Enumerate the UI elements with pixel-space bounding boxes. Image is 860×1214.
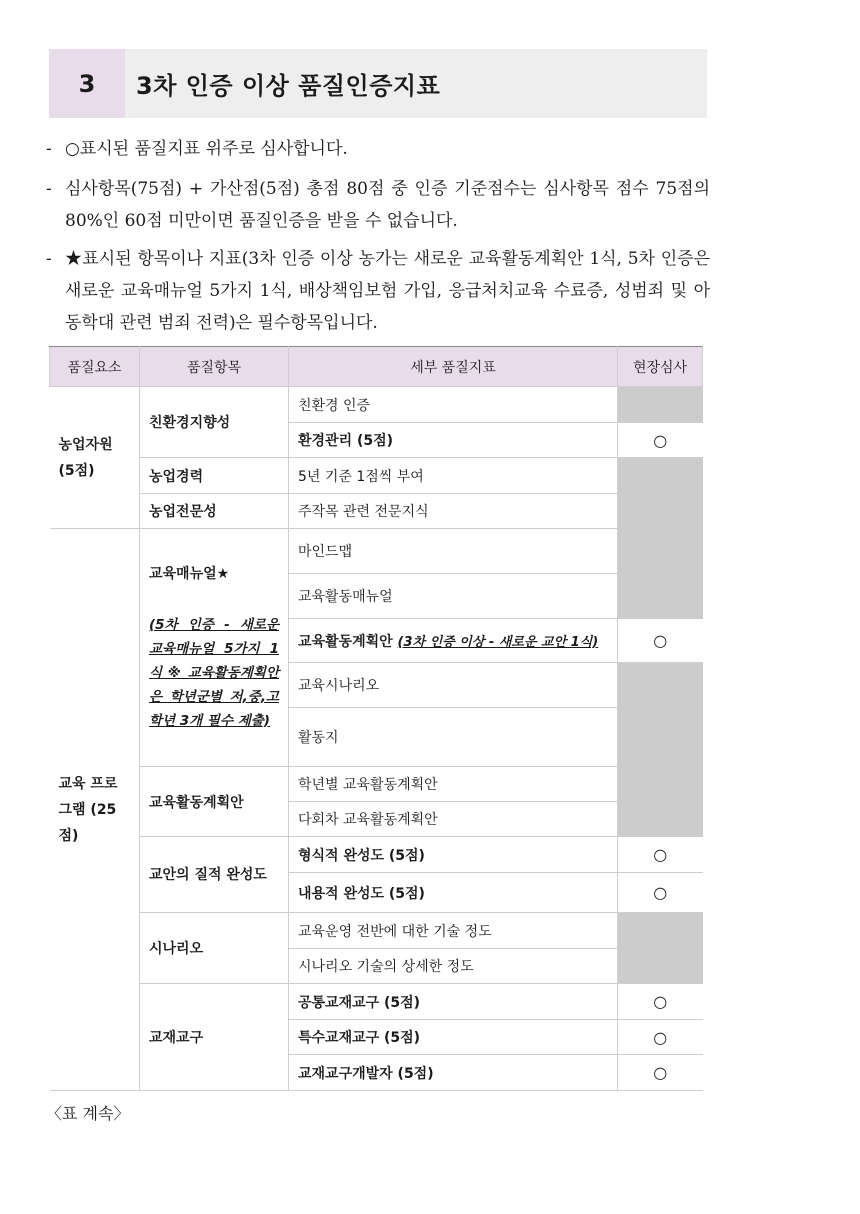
item-eco: 친환경지향성	[140, 387, 289, 458]
field-audit-empty	[618, 913, 703, 984]
table-row	[50, 494, 703, 529]
quality-indicator-table	[49, 346, 703, 1091]
table-row	[50, 529, 703, 574]
indicator-cell: 친환경 인증	[289, 387, 618, 423]
indicator-cell: 5년 기준 1점씩 부여	[289, 458, 618, 494]
element-farm: 농업자원 (5점)	[50, 387, 140, 529]
indicator-cell: 활동지	[289, 708, 618, 767]
check-mark: ○	[618, 873, 703, 913]
indicator-cell: 특수교재교구 (5점)	[289, 1020, 618, 1055]
table-row	[50, 837, 703, 873]
check-mark: ○	[618, 837, 703, 873]
header-cell: 세부 품질지표	[289, 347, 618, 387]
indicator-label: 교육활동계획안	[298, 633, 393, 650]
table-continued-caption: 〈표 계속〉	[46, 1104, 130, 1123]
element-edu: 교육 프로그램 (25점)	[50, 529, 140, 1091]
table-header-row	[50, 347, 703, 387]
item-materials: 교재교구	[140, 984, 289, 1091]
indicator-cell: 학년별 교육활동계획안	[289, 767, 618, 802]
indicator-cell: 다회차 교육활동계획안	[289, 802, 618, 837]
bullet-text: ○표시된 품질지표 위주로 심사합니다.	[65, 139, 348, 159]
check-mark: ○	[618, 1055, 703, 1091]
item-expertise: 농업전문성	[140, 494, 289, 529]
field-audit-empty	[618, 458, 703, 619]
bullet-item	[46, 133, 710, 165]
table-row	[50, 387, 703, 423]
indicator-cell: 교재교구개발자 (5점)	[289, 1055, 618, 1091]
item-quality: 교안의 질적 완성도	[140, 837, 289, 913]
bullet-dash: -	[46, 249, 52, 269]
indicator-cell: 마인드맵	[289, 529, 618, 574]
check-mark: ○	[618, 423, 703, 458]
bullet-text: 심사항목(75점) + 가산점(5점) 총점 80점 중 인증 기준점수는 심사항목 점수 75점의 80%인 60점 미만이면 품질인증을 받을 수 없습니다.	[65, 179, 710, 231]
indicator-cell: 교육시나리오	[289, 663, 618, 708]
indicator-cell: 내용적 완성도 (5점)	[289, 873, 618, 913]
indicator-cell: 교육운영 전반에 대한 기술 정도	[289, 913, 618, 949]
bullet-item	[46, 173, 710, 237]
section-number: 3	[49, 49, 125, 118]
table-row	[50, 913, 703, 949]
indicator-cell: 공통교재교구 (5점)	[289, 984, 618, 1020]
item-plan: 교육활동계획안	[140, 767, 289, 837]
item-manual-label: 교육매뉴얼★	[149, 565, 230, 582]
indicator-cell: 시나리오 기술의 상세한 정도	[289, 949, 618, 984]
section-title: 3차 인증 이상 품질인증지표	[136, 72, 441, 100]
bullet-dash: -	[46, 179, 52, 199]
indicator-cell	[289, 619, 618, 663]
item-career: 농업경력	[140, 458, 289, 494]
bullet-dash: -	[46, 139, 52, 159]
item-scenario: 시나리오	[140, 913, 289, 984]
header-cell: 품질요소	[50, 347, 140, 387]
bullet-text: ★표시된 항목이나 지표(3차 인증 이상 농가는 새로운 교육활동계획안 1식, 5차 인증은 새로운 교육매뉴얼 5가지 1식, 배상책임보험 가입, 응급처치교육 수료증, 성범죄 및 아동학대 관련 범죄 전력)은 필수항목입니다.	[65, 249, 710, 333]
item-manual	[140, 529, 289, 767]
field-audit-empty	[618, 387, 703, 423]
table-row	[50, 458, 703, 494]
header-cell: 현장심사	[618, 347, 703, 387]
check-mark: ○	[618, 619, 703, 663]
indicator-note: (3차 인증 이상 - 새로운 교안 1식)	[397, 634, 599, 650]
table-row	[50, 767, 703, 802]
field-audit-empty	[618, 663, 703, 837]
indicator-cell: 환경관리 (5점)	[289, 423, 618, 458]
bullet-item	[46, 243, 710, 339]
section-header	[49, 49, 707, 118]
header-cell: 품질항목	[140, 347, 289, 387]
check-mark: ○	[618, 1020, 703, 1055]
indicator-cell: 형식적 완성도 (5점)	[289, 837, 618, 873]
table-row	[50, 984, 703, 1020]
indicator-cell: 교육활동매뉴얼	[289, 574, 618, 619]
check-mark: ○	[618, 984, 703, 1020]
item-manual-note: (5차 인증 - 새로운 교육매뉴얼 5가지 1식 ※ 교육활동계획안은 학년군별 저,중,고학년 3개 필수 제출)	[149, 616, 279, 729]
indicator-cell: 주작목 관련 전문지식	[289, 494, 618, 529]
